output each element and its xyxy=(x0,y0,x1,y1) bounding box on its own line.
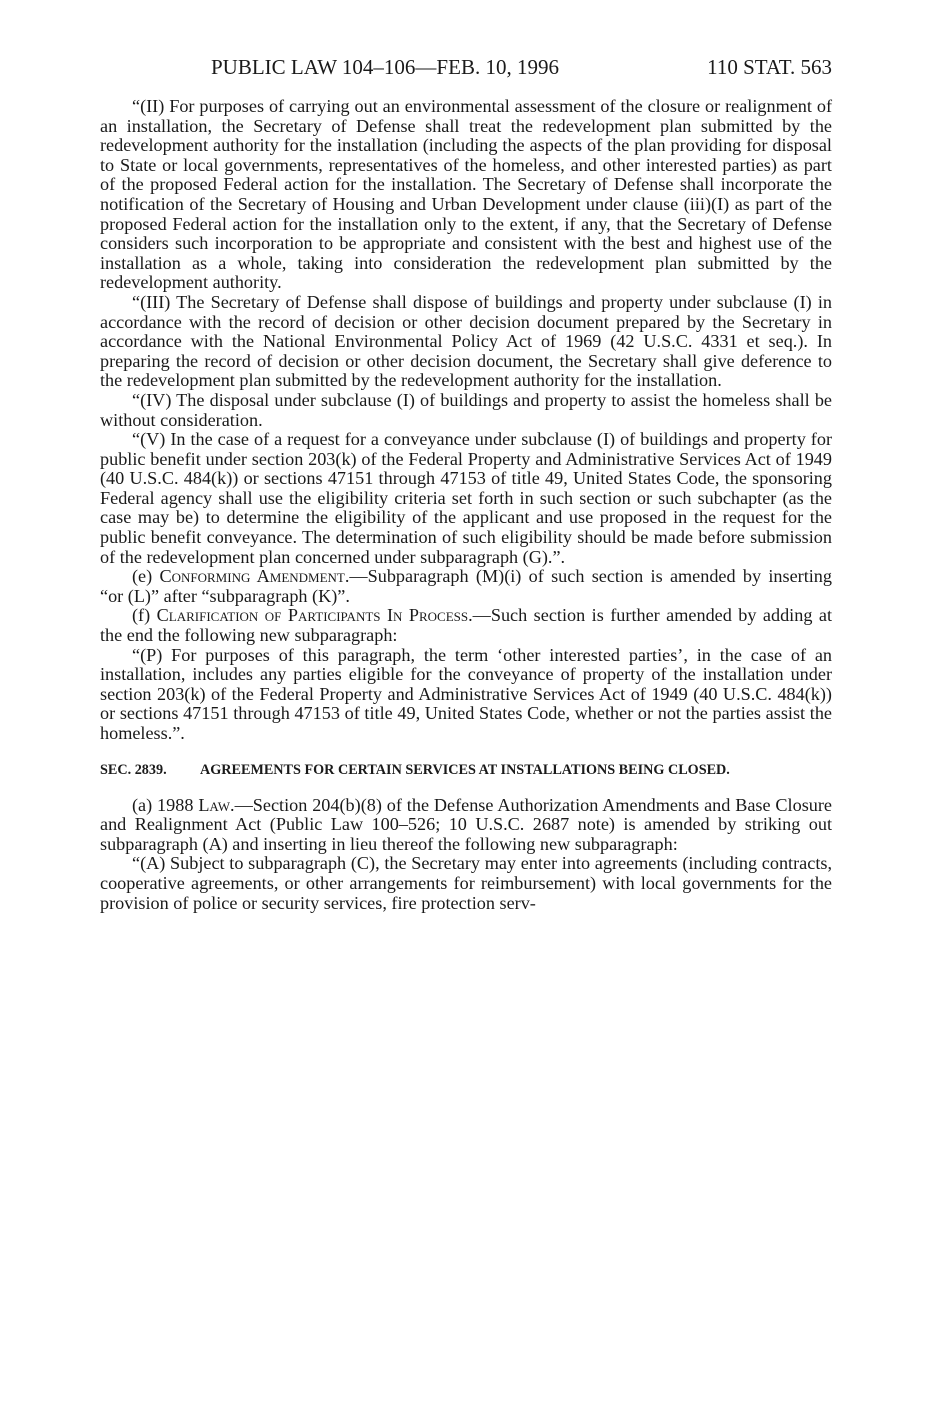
section-number: SEC. 2839. xyxy=(100,761,167,778)
section-title: AGREEMENTS FOR CERTAIN SERVICES AT INSTALLATIONS BEING CLOSED. xyxy=(200,761,730,778)
paragraph-subparagraph-a: “(A) Subject to subparagraph (C), the Secretary may enter into agreements (including contracts, cooperative agreements, or other arrangements for reimbursement) with local governments for the provision of police or security services, fire protection serv- xyxy=(100,853,832,913)
paragraph-a-1988-law xyxy=(100,796,832,855)
paragraph-e-heading: Conforming Amendment. xyxy=(159,566,350,587)
paragraph-a-label: (a) 1988 xyxy=(132,794,199,815)
running-header xyxy=(100,55,832,87)
paragraph-a-text: —Section 204(b)(8) of the Defense Authorization Amendments and Base Closure and Realignment Act (Public Law 100–526; 10 U.S.C. 2687 note) is amended by striking out subparagraph (A) and inserting in lieu thereof the following new subparagraph: xyxy=(100,794,833,854)
paragraph-f-clarification xyxy=(100,606,832,645)
paragraph-subclause-ii: “(II) For purposes of carrying out an environmental assessment of the closure or realignment of an installation, the Secretary of Defense shall treat the redevelopment plan submitted by the redevelopment authority for the installation (including the aspects of the plan providing for disposal to State or local governments, representatives of the homeless, and other interested parties) as part of the proposed Federal action for the installation. The Secretary of Defense shall incorporate the notification of the Secretary of Housing and Urban Development under clause (iii)(I) as part of the proposed Federal action for the installation only to the extent, if any, that the Secretary of Defense considers such incorporation to be appropriate and consistent with the best and highest use of the installation as a whole, taking into consideration the redevelopment plan submitted by the redevelopment authority. xyxy=(100,96,832,293)
paragraph-subparagraph-p: “(P) For purposes of this paragraph, the term ‘other interested parties’, in the case of an installation, includes any parties eligible for the conveyance of property of the installation under section 203(k) of the Federal Property and Administrative Services Act of 1949 (40 U.S.C. 484(k)) or sections 47151 through 47153 of title 49, United States Code, whether or not the parties assist the homeless.”. xyxy=(100,644,832,743)
paragraph-e-conforming-amendment xyxy=(100,567,832,606)
paragraph-e-label: (e) xyxy=(132,566,160,587)
paragraph-e-text: —Subparagraph (M)(i) of such section is amended by inserting “or (L)” after “subparagraph (K)”. xyxy=(100,566,832,606)
paragraph-f-label: (f) xyxy=(132,605,157,626)
paragraph-subclause-v: “(V) In the case of a request for a conveyance under subclause (I) of buildings and property for public benefit under section 203(k) of the Federal Property and Administrative Services Act of 1949 (40 U.S.C. 484(k)) or sections 47151 through 47153 of title 49, United States Code, the sponsoring Federal agency shall use the eligibility criteria set forth in such section or such subchapter (as the case may be) to determine the eligibility of the applicant and use proposed in the request for the public benefit conveyance. The determination of such eligibility should be made before submission of the redevelopment plan concerned under subparagraph (G).”. xyxy=(100,429,832,567)
statute-page-number: 110 STAT. 563 xyxy=(707,55,832,79)
paragraph-a-heading: Law. xyxy=(198,794,235,815)
law-citation-header: PUBLIC LAW 104–106—FEB. 10, 1996 xyxy=(211,55,559,79)
paragraph-subclause-iii: “(III) The Secretary of Defense shall dispose of buildings and property under subclause (I) in accordance with the record of decision or other decision document prepared by the Secretary in accordance with the National Environmental Policy Act of 1969 (42 U.S.C. 4331 et seq.). In preparing the record of decision or other decision document, the Secretary shall give deference to the redevelopment plan submitted by the redevelopment authority for the installation. xyxy=(100,291,832,391)
paragraph-f-heading: Clarification of Participants In Process. xyxy=(156,605,473,626)
section-heading xyxy=(100,761,832,779)
document-page xyxy=(100,55,832,913)
paragraph-subclause-iv: “(IV) The disposal under subclause (I) of buildings and property to assist the homeless shall be without consideration. xyxy=(100,389,832,430)
paragraph-f-text: —Such section is further amended by adding at the end the following new subparagraph: xyxy=(100,605,833,646)
body-text xyxy=(100,97,832,913)
